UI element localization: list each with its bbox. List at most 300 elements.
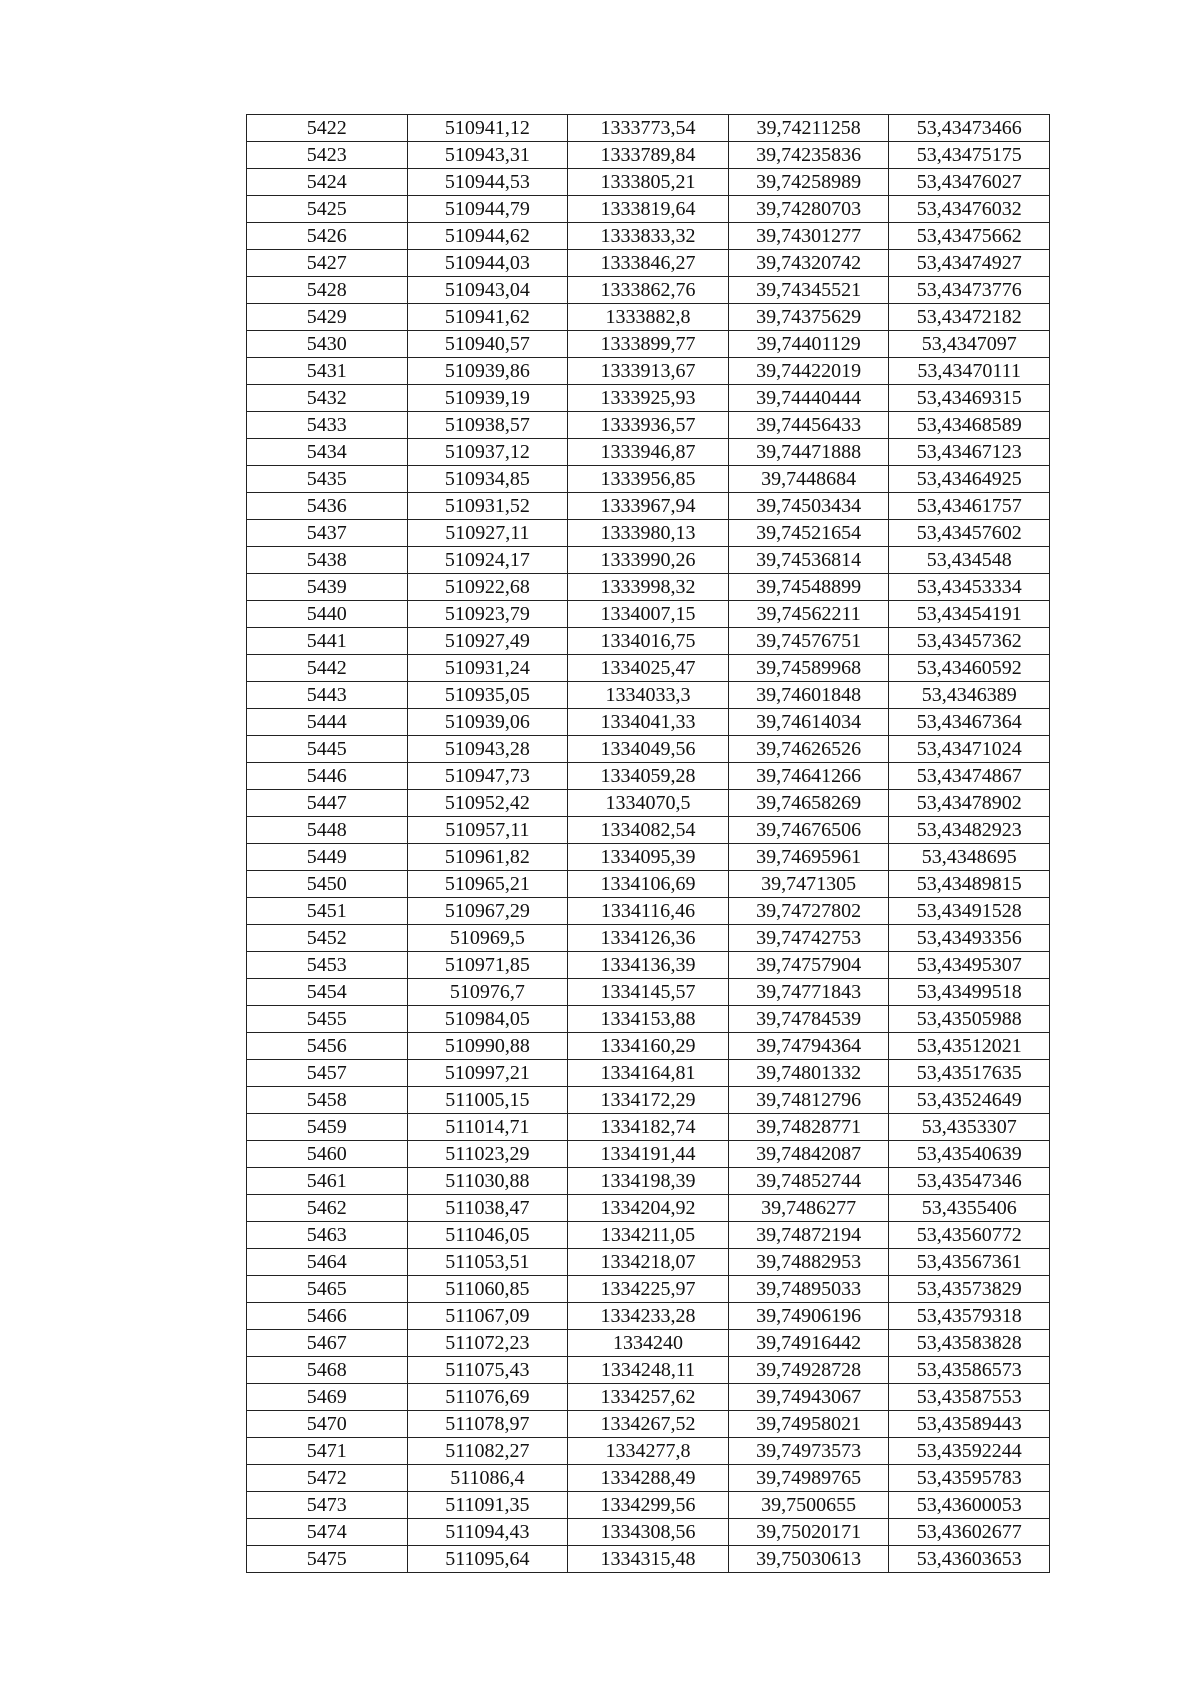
x-coordinate-cell: 510990,88 bbox=[407, 1033, 568, 1060]
x-coordinate-cell: 510927,49 bbox=[407, 628, 568, 655]
longitude-cell: 39,74727802 bbox=[728, 898, 889, 925]
longitude-cell: 39,74928728 bbox=[728, 1357, 889, 1384]
point-number-cell: 5465 bbox=[247, 1276, 408, 1303]
longitude-cell: 39,74794364 bbox=[728, 1033, 889, 1060]
x-coordinate-cell: 511091,35 bbox=[407, 1492, 568, 1519]
longitude-cell: 39,7500655 bbox=[728, 1492, 889, 1519]
y-coordinate-cell: 1334041,33 bbox=[568, 709, 729, 736]
latitude-cell: 53,43592244 bbox=[889, 1438, 1050, 1465]
table-row bbox=[247, 1033, 1050, 1060]
point-number-cell: 5422 bbox=[247, 115, 408, 142]
x-coordinate-cell: 510927,11 bbox=[407, 520, 568, 547]
y-coordinate-cell: 1333990,26 bbox=[568, 547, 729, 574]
point-number-cell: 5444 bbox=[247, 709, 408, 736]
point-number-cell: 5452 bbox=[247, 925, 408, 952]
longitude-cell: 39,74345521 bbox=[728, 277, 889, 304]
table-row bbox=[247, 1114, 1050, 1141]
longitude-cell: 39,74576751 bbox=[728, 628, 889, 655]
y-coordinate-cell: 1333913,67 bbox=[568, 358, 729, 385]
table-row bbox=[247, 1249, 1050, 1276]
longitude-cell: 39,7471305 bbox=[728, 871, 889, 898]
point-number-cell: 5431 bbox=[247, 358, 408, 385]
longitude-cell: 39,74989765 bbox=[728, 1465, 889, 1492]
y-coordinate-cell: 1334160,29 bbox=[568, 1033, 729, 1060]
longitude-cell: 39,74872194 bbox=[728, 1222, 889, 1249]
table-row bbox=[247, 817, 1050, 844]
y-coordinate-cell: 1334059,28 bbox=[568, 763, 729, 790]
point-number-cell: 5458 bbox=[247, 1087, 408, 1114]
longitude-cell: 39,74828771 bbox=[728, 1114, 889, 1141]
y-coordinate-cell: 1334308,56 bbox=[568, 1519, 729, 1546]
point-number-cell: 5462 bbox=[247, 1195, 408, 1222]
longitude-cell: 39,74589968 bbox=[728, 655, 889, 682]
point-number-cell: 5429 bbox=[247, 304, 408, 331]
longitude-cell: 39,74943067 bbox=[728, 1384, 889, 1411]
x-coordinate-cell: 510943,28 bbox=[407, 736, 568, 763]
longitude-cell: 39,74973573 bbox=[728, 1438, 889, 1465]
latitude-cell: 53,43499518 bbox=[889, 979, 1050, 1006]
y-coordinate-cell: 1334257,62 bbox=[568, 1384, 729, 1411]
x-coordinate-cell: 511005,15 bbox=[407, 1087, 568, 1114]
latitude-cell: 53,43467123 bbox=[889, 439, 1050, 466]
x-coordinate-cell: 511095,64 bbox=[407, 1546, 568, 1573]
table-row bbox=[247, 547, 1050, 574]
x-coordinate-cell: 510923,79 bbox=[407, 601, 568, 628]
x-coordinate-cell: 511067,09 bbox=[407, 1303, 568, 1330]
latitude-cell: 53,43468589 bbox=[889, 412, 1050, 439]
x-coordinate-cell: 510931,52 bbox=[407, 493, 568, 520]
latitude-cell: 53,43482923 bbox=[889, 817, 1050, 844]
x-coordinate-cell: 510924,17 bbox=[407, 547, 568, 574]
y-coordinate-cell: 1334095,39 bbox=[568, 844, 729, 871]
table-row bbox=[247, 871, 1050, 898]
latitude-cell: 53,43454191 bbox=[889, 601, 1050, 628]
y-coordinate-cell: 1334182,74 bbox=[568, 1114, 729, 1141]
latitude-cell: 53,4347097 bbox=[889, 331, 1050, 358]
x-coordinate-cell: 510922,68 bbox=[407, 574, 568, 601]
table-row bbox=[247, 763, 1050, 790]
y-coordinate-cell: 1334233,28 bbox=[568, 1303, 729, 1330]
table-row bbox=[247, 1168, 1050, 1195]
y-coordinate-cell: 1333805,21 bbox=[568, 169, 729, 196]
longitude-cell: 39,74614034 bbox=[728, 709, 889, 736]
y-coordinate-cell: 1334198,39 bbox=[568, 1168, 729, 1195]
longitude-cell: 39,7448684 bbox=[728, 466, 889, 493]
latitude-cell: 53,43453334 bbox=[889, 574, 1050, 601]
latitude-cell: 53,43464925 bbox=[889, 466, 1050, 493]
longitude-cell: 39,74280703 bbox=[728, 196, 889, 223]
latitude-cell: 53,43472182 bbox=[889, 304, 1050, 331]
latitude-cell: 53,43457602 bbox=[889, 520, 1050, 547]
latitude-cell: 53,4353307 bbox=[889, 1114, 1050, 1141]
x-coordinate-cell: 511053,51 bbox=[407, 1249, 568, 1276]
point-number-cell: 5460 bbox=[247, 1141, 408, 1168]
y-coordinate-cell: 1333998,32 bbox=[568, 574, 729, 601]
y-coordinate-cell: 1334070,5 bbox=[568, 790, 729, 817]
y-coordinate-cell: 1333936,57 bbox=[568, 412, 729, 439]
longitude-cell: 39,74440444 bbox=[728, 385, 889, 412]
y-coordinate-cell: 1334025,47 bbox=[568, 655, 729, 682]
latitude-cell: 53,43473466 bbox=[889, 115, 1050, 142]
longitude-cell: 39,74258989 bbox=[728, 169, 889, 196]
longitude-cell: 39,74916442 bbox=[728, 1330, 889, 1357]
latitude-cell: 53,43475662 bbox=[889, 223, 1050, 250]
longitude-cell: 39,74320742 bbox=[728, 250, 889, 277]
y-coordinate-cell: 1334126,36 bbox=[568, 925, 729, 952]
longitude-cell: 39,75020171 bbox=[728, 1519, 889, 1546]
table-row bbox=[247, 1087, 1050, 1114]
table-row bbox=[247, 385, 1050, 412]
latitude-cell: 53,43471024 bbox=[889, 736, 1050, 763]
y-coordinate-cell: 1334164,81 bbox=[568, 1060, 729, 1087]
x-coordinate-cell: 510941,62 bbox=[407, 304, 568, 331]
table-row bbox=[247, 1519, 1050, 1546]
table-row bbox=[247, 952, 1050, 979]
y-coordinate-cell: 1334315,48 bbox=[568, 1546, 729, 1573]
table-row bbox=[247, 1411, 1050, 1438]
point-number-cell: 5469 bbox=[247, 1384, 408, 1411]
longitude-cell: 39,74784539 bbox=[728, 1006, 889, 1033]
longitude-cell: 39,74842087 bbox=[728, 1141, 889, 1168]
point-number-cell: 5449 bbox=[247, 844, 408, 871]
table-row bbox=[247, 1330, 1050, 1357]
latitude-cell: 53,43478902 bbox=[889, 790, 1050, 817]
x-coordinate-cell: 511014,71 bbox=[407, 1114, 568, 1141]
table-row bbox=[247, 358, 1050, 385]
latitude-cell: 53,43475175 bbox=[889, 142, 1050, 169]
longitude-cell: 39,74812796 bbox=[728, 1087, 889, 1114]
latitude-cell: 53,43595783 bbox=[889, 1465, 1050, 1492]
longitude-cell: 39,74906196 bbox=[728, 1303, 889, 1330]
x-coordinate-cell: 510944,03 bbox=[407, 250, 568, 277]
latitude-cell: 53,43474927 bbox=[889, 250, 1050, 277]
point-number-cell: 5451 bbox=[247, 898, 408, 925]
x-coordinate-cell: 510957,11 bbox=[407, 817, 568, 844]
point-number-cell: 5453 bbox=[247, 952, 408, 979]
coordinates-table-body bbox=[247, 115, 1050, 1573]
latitude-cell: 53,43476027 bbox=[889, 169, 1050, 196]
point-number-cell: 5430 bbox=[247, 331, 408, 358]
point-number-cell: 5464 bbox=[247, 1249, 408, 1276]
table-row bbox=[247, 1357, 1050, 1384]
table-row bbox=[247, 1492, 1050, 1519]
latitude-cell: 53,43603653 bbox=[889, 1546, 1050, 1573]
point-number-cell: 5474 bbox=[247, 1519, 408, 1546]
table-row bbox=[247, 1222, 1050, 1249]
table-row bbox=[247, 736, 1050, 763]
latitude-cell: 53,43560772 bbox=[889, 1222, 1050, 1249]
longitude-cell: 39,7486277 bbox=[728, 1195, 889, 1222]
longitude-cell: 39,74895033 bbox=[728, 1276, 889, 1303]
x-coordinate-cell: 510940,57 bbox=[407, 331, 568, 358]
y-coordinate-cell: 1334082,54 bbox=[568, 817, 729, 844]
table-row bbox=[247, 439, 1050, 466]
point-number-cell: 5471 bbox=[247, 1438, 408, 1465]
y-coordinate-cell: 1333956,85 bbox=[568, 466, 729, 493]
point-number-cell: 5434 bbox=[247, 439, 408, 466]
y-coordinate-cell: 1333819,64 bbox=[568, 196, 729, 223]
table-row bbox=[247, 466, 1050, 493]
point-number-cell: 5446 bbox=[247, 763, 408, 790]
x-coordinate-cell: 510943,31 bbox=[407, 142, 568, 169]
y-coordinate-cell: 1334016,75 bbox=[568, 628, 729, 655]
latitude-cell: 53,43467364 bbox=[889, 709, 1050, 736]
longitude-cell: 39,74882953 bbox=[728, 1249, 889, 1276]
point-number-cell: 5473 bbox=[247, 1492, 408, 1519]
table-row bbox=[247, 520, 1050, 547]
table-row bbox=[247, 709, 1050, 736]
point-number-cell: 5447 bbox=[247, 790, 408, 817]
longitude-cell: 39,74958021 bbox=[728, 1411, 889, 1438]
latitude-cell: 53,43474867 bbox=[889, 763, 1050, 790]
x-coordinate-cell: 510944,62 bbox=[407, 223, 568, 250]
point-number-cell: 5428 bbox=[247, 277, 408, 304]
longitude-cell: 39,74211258 bbox=[728, 115, 889, 142]
x-coordinate-cell: 510939,06 bbox=[407, 709, 568, 736]
x-coordinate-cell: 510947,73 bbox=[407, 763, 568, 790]
longitude-cell: 39,74757904 bbox=[728, 952, 889, 979]
x-coordinate-cell: 510944,79 bbox=[407, 196, 568, 223]
table-row bbox=[247, 304, 1050, 331]
point-number-cell: 5425 bbox=[247, 196, 408, 223]
table-row bbox=[247, 898, 1050, 925]
longitude-cell: 39,74536814 bbox=[728, 547, 889, 574]
x-coordinate-cell: 510967,29 bbox=[407, 898, 568, 925]
x-coordinate-cell: 510969,5 bbox=[407, 925, 568, 952]
latitude-cell: 53,43457362 bbox=[889, 628, 1050, 655]
point-number-cell: 5443 bbox=[247, 682, 408, 709]
x-coordinate-cell: 511082,27 bbox=[407, 1438, 568, 1465]
latitude-cell: 53,43579318 bbox=[889, 1303, 1050, 1330]
latitude-cell: 53,43495307 bbox=[889, 952, 1050, 979]
latitude-cell: 53,43517635 bbox=[889, 1060, 1050, 1087]
latitude-cell: 53,43461757 bbox=[889, 493, 1050, 520]
point-number-cell: 5442 bbox=[247, 655, 408, 682]
point-number-cell: 5432 bbox=[247, 385, 408, 412]
y-coordinate-cell: 1333882,8 bbox=[568, 304, 729, 331]
table-row bbox=[247, 1276, 1050, 1303]
y-coordinate-cell: 1334204,92 bbox=[568, 1195, 729, 1222]
longitude-cell: 39,74521654 bbox=[728, 520, 889, 547]
table-row bbox=[247, 1006, 1050, 1033]
table-row bbox=[247, 250, 1050, 277]
point-number-cell: 5437 bbox=[247, 520, 408, 547]
longitude-cell: 39,74658269 bbox=[728, 790, 889, 817]
y-coordinate-cell: 1333773,54 bbox=[568, 115, 729, 142]
y-coordinate-cell: 1334106,69 bbox=[568, 871, 729, 898]
table-row bbox=[247, 655, 1050, 682]
latitude-cell: 53,43573829 bbox=[889, 1276, 1050, 1303]
y-coordinate-cell: 1334299,56 bbox=[568, 1492, 729, 1519]
table-row bbox=[247, 1384, 1050, 1411]
latitude-cell: 53,43586573 bbox=[889, 1357, 1050, 1384]
x-coordinate-cell: 510997,21 bbox=[407, 1060, 568, 1087]
table-row bbox=[247, 196, 1050, 223]
point-number-cell: 5440 bbox=[247, 601, 408, 628]
longitude-cell: 39,74695961 bbox=[728, 844, 889, 871]
table-row bbox=[247, 790, 1050, 817]
point-number-cell: 5470 bbox=[247, 1411, 408, 1438]
x-coordinate-cell: 510943,04 bbox=[407, 277, 568, 304]
y-coordinate-cell: 1334240 bbox=[568, 1330, 729, 1357]
x-coordinate-cell: 510937,12 bbox=[407, 439, 568, 466]
x-coordinate-cell: 510961,82 bbox=[407, 844, 568, 871]
y-coordinate-cell: 1333925,93 bbox=[568, 385, 729, 412]
y-coordinate-cell: 1334116,46 bbox=[568, 898, 729, 925]
longitude-cell: 39,74375629 bbox=[728, 304, 889, 331]
y-coordinate-cell: 1334172,29 bbox=[568, 1087, 729, 1114]
table-row bbox=[247, 1438, 1050, 1465]
longitude-cell: 39,74742753 bbox=[728, 925, 889, 952]
longitude-cell: 39,74471888 bbox=[728, 439, 889, 466]
x-coordinate-cell: 511038,47 bbox=[407, 1195, 568, 1222]
y-coordinate-cell: 1334145,57 bbox=[568, 979, 729, 1006]
longitude-cell: 39,74401129 bbox=[728, 331, 889, 358]
longitude-cell: 39,74301277 bbox=[728, 223, 889, 250]
point-number-cell: 5424 bbox=[247, 169, 408, 196]
table-row bbox=[247, 1546, 1050, 1573]
point-number-cell: 5457 bbox=[247, 1060, 408, 1087]
point-number-cell: 5450 bbox=[247, 871, 408, 898]
x-coordinate-cell: 510965,21 bbox=[407, 871, 568, 898]
point-number-cell: 5456 bbox=[247, 1033, 408, 1060]
point-number-cell: 5466 bbox=[247, 1303, 408, 1330]
longitude-cell: 39,74562211 bbox=[728, 601, 889, 628]
y-coordinate-cell: 1334211,05 bbox=[568, 1222, 729, 1249]
longitude-cell: 39,74235836 bbox=[728, 142, 889, 169]
latitude-cell: 53,43512021 bbox=[889, 1033, 1050, 1060]
longitude-cell: 39,74771843 bbox=[728, 979, 889, 1006]
table-row bbox=[247, 979, 1050, 1006]
longitude-cell: 39,74548899 bbox=[728, 574, 889, 601]
x-coordinate-cell: 510934,85 bbox=[407, 466, 568, 493]
table-row bbox=[247, 682, 1050, 709]
table-row bbox=[247, 1303, 1050, 1330]
y-coordinate-cell: 1334218,07 bbox=[568, 1249, 729, 1276]
y-coordinate-cell: 1334288,49 bbox=[568, 1465, 729, 1492]
latitude-cell: 53,43491528 bbox=[889, 898, 1050, 925]
latitude-cell: 53,43589443 bbox=[889, 1411, 1050, 1438]
table-row bbox=[247, 925, 1050, 952]
x-coordinate-cell: 511030,88 bbox=[407, 1168, 568, 1195]
point-number-cell: 5438 bbox=[247, 547, 408, 574]
table-row bbox=[247, 277, 1050, 304]
longitude-cell: 39,75030613 bbox=[728, 1546, 889, 1573]
point-number-cell: 5423 bbox=[247, 142, 408, 169]
latitude-cell: 53,43505988 bbox=[889, 1006, 1050, 1033]
point-number-cell: 5433 bbox=[247, 412, 408, 439]
table-row bbox=[247, 1141, 1050, 1168]
point-number-cell: 5475 bbox=[247, 1546, 408, 1573]
table-row bbox=[247, 1465, 1050, 1492]
x-coordinate-cell: 511072,23 bbox=[407, 1330, 568, 1357]
table-row bbox=[247, 1195, 1050, 1222]
table-row bbox=[247, 601, 1050, 628]
x-coordinate-cell: 510976,7 bbox=[407, 979, 568, 1006]
x-coordinate-cell: 511094,43 bbox=[407, 1519, 568, 1546]
y-coordinate-cell: 1333862,76 bbox=[568, 277, 729, 304]
latitude-cell: 53,4346389 bbox=[889, 682, 1050, 709]
point-number-cell: 5441 bbox=[247, 628, 408, 655]
latitude-cell: 53,43460592 bbox=[889, 655, 1050, 682]
coordinates-table bbox=[246, 114, 1050, 1573]
longitude-cell: 39,74676506 bbox=[728, 817, 889, 844]
x-coordinate-cell: 511075,43 bbox=[407, 1357, 568, 1384]
point-number-cell: 5426 bbox=[247, 223, 408, 250]
latitude-cell: 53,43473776 bbox=[889, 277, 1050, 304]
table-row bbox=[247, 493, 1050, 520]
x-coordinate-cell: 511078,97 bbox=[407, 1411, 568, 1438]
point-number-cell: 5427 bbox=[247, 250, 408, 277]
x-coordinate-cell: 510984,05 bbox=[407, 1006, 568, 1033]
latitude-cell: 53,43469315 bbox=[889, 385, 1050, 412]
y-coordinate-cell: 1333789,84 bbox=[568, 142, 729, 169]
y-coordinate-cell: 1333833,32 bbox=[568, 223, 729, 250]
x-coordinate-cell: 511060,85 bbox=[407, 1276, 568, 1303]
latitude-cell: 53,43567361 bbox=[889, 1249, 1050, 1276]
y-coordinate-cell: 1333980,13 bbox=[568, 520, 729, 547]
y-coordinate-cell: 1333846,27 bbox=[568, 250, 729, 277]
longitude-cell: 39,74641266 bbox=[728, 763, 889, 790]
x-coordinate-cell: 511023,29 bbox=[407, 1141, 568, 1168]
y-coordinate-cell: 1334153,88 bbox=[568, 1006, 729, 1033]
y-coordinate-cell: 1333899,77 bbox=[568, 331, 729, 358]
latitude-cell: 53,43600053 bbox=[889, 1492, 1050, 1519]
latitude-cell: 53,43583828 bbox=[889, 1330, 1050, 1357]
point-number-cell: 5472 bbox=[247, 1465, 408, 1492]
longitude-cell: 39,74852744 bbox=[728, 1168, 889, 1195]
table-row bbox=[247, 142, 1050, 169]
point-number-cell: 5435 bbox=[247, 466, 408, 493]
table-row bbox=[247, 574, 1050, 601]
latitude-cell: 53,43476032 bbox=[889, 196, 1050, 223]
y-coordinate-cell: 1334136,39 bbox=[568, 952, 729, 979]
x-coordinate-cell: 510952,42 bbox=[407, 790, 568, 817]
x-coordinate-cell: 510939,86 bbox=[407, 358, 568, 385]
x-coordinate-cell: 511086,4 bbox=[407, 1465, 568, 1492]
y-coordinate-cell: 1333967,94 bbox=[568, 493, 729, 520]
point-number-cell: 5461 bbox=[247, 1168, 408, 1195]
table-row bbox=[247, 169, 1050, 196]
point-number-cell: 5448 bbox=[247, 817, 408, 844]
y-coordinate-cell: 1334225,97 bbox=[568, 1276, 729, 1303]
latitude-cell: 53,43489815 bbox=[889, 871, 1050, 898]
x-coordinate-cell: 511046,05 bbox=[407, 1222, 568, 1249]
table-row bbox=[247, 1060, 1050, 1087]
table-row bbox=[247, 331, 1050, 358]
x-coordinate-cell: 510935,05 bbox=[407, 682, 568, 709]
longitude-cell: 39,74601848 bbox=[728, 682, 889, 709]
point-number-cell: 5439 bbox=[247, 574, 408, 601]
latitude-cell: 53,43493356 bbox=[889, 925, 1050, 952]
latitude-cell: 53,4348695 bbox=[889, 844, 1050, 871]
point-number-cell: 5463 bbox=[247, 1222, 408, 1249]
point-number-cell: 5455 bbox=[247, 1006, 408, 1033]
latitude-cell: 53,4355406 bbox=[889, 1195, 1050, 1222]
x-coordinate-cell: 510938,57 bbox=[407, 412, 568, 439]
y-coordinate-cell: 1334267,52 bbox=[568, 1411, 729, 1438]
y-coordinate-cell: 1334049,56 bbox=[568, 736, 729, 763]
latitude-cell: 53,43524649 bbox=[889, 1087, 1050, 1114]
x-coordinate-cell: 510941,12 bbox=[407, 115, 568, 142]
table-row bbox=[247, 412, 1050, 439]
latitude-cell: 53,43540639 bbox=[889, 1141, 1050, 1168]
x-coordinate-cell: 510939,19 bbox=[407, 385, 568, 412]
x-coordinate-cell: 510944,53 bbox=[407, 169, 568, 196]
y-coordinate-cell: 1334007,15 bbox=[568, 601, 729, 628]
y-coordinate-cell: 1334248,11 bbox=[568, 1357, 729, 1384]
longitude-cell: 39,74422019 bbox=[728, 358, 889, 385]
